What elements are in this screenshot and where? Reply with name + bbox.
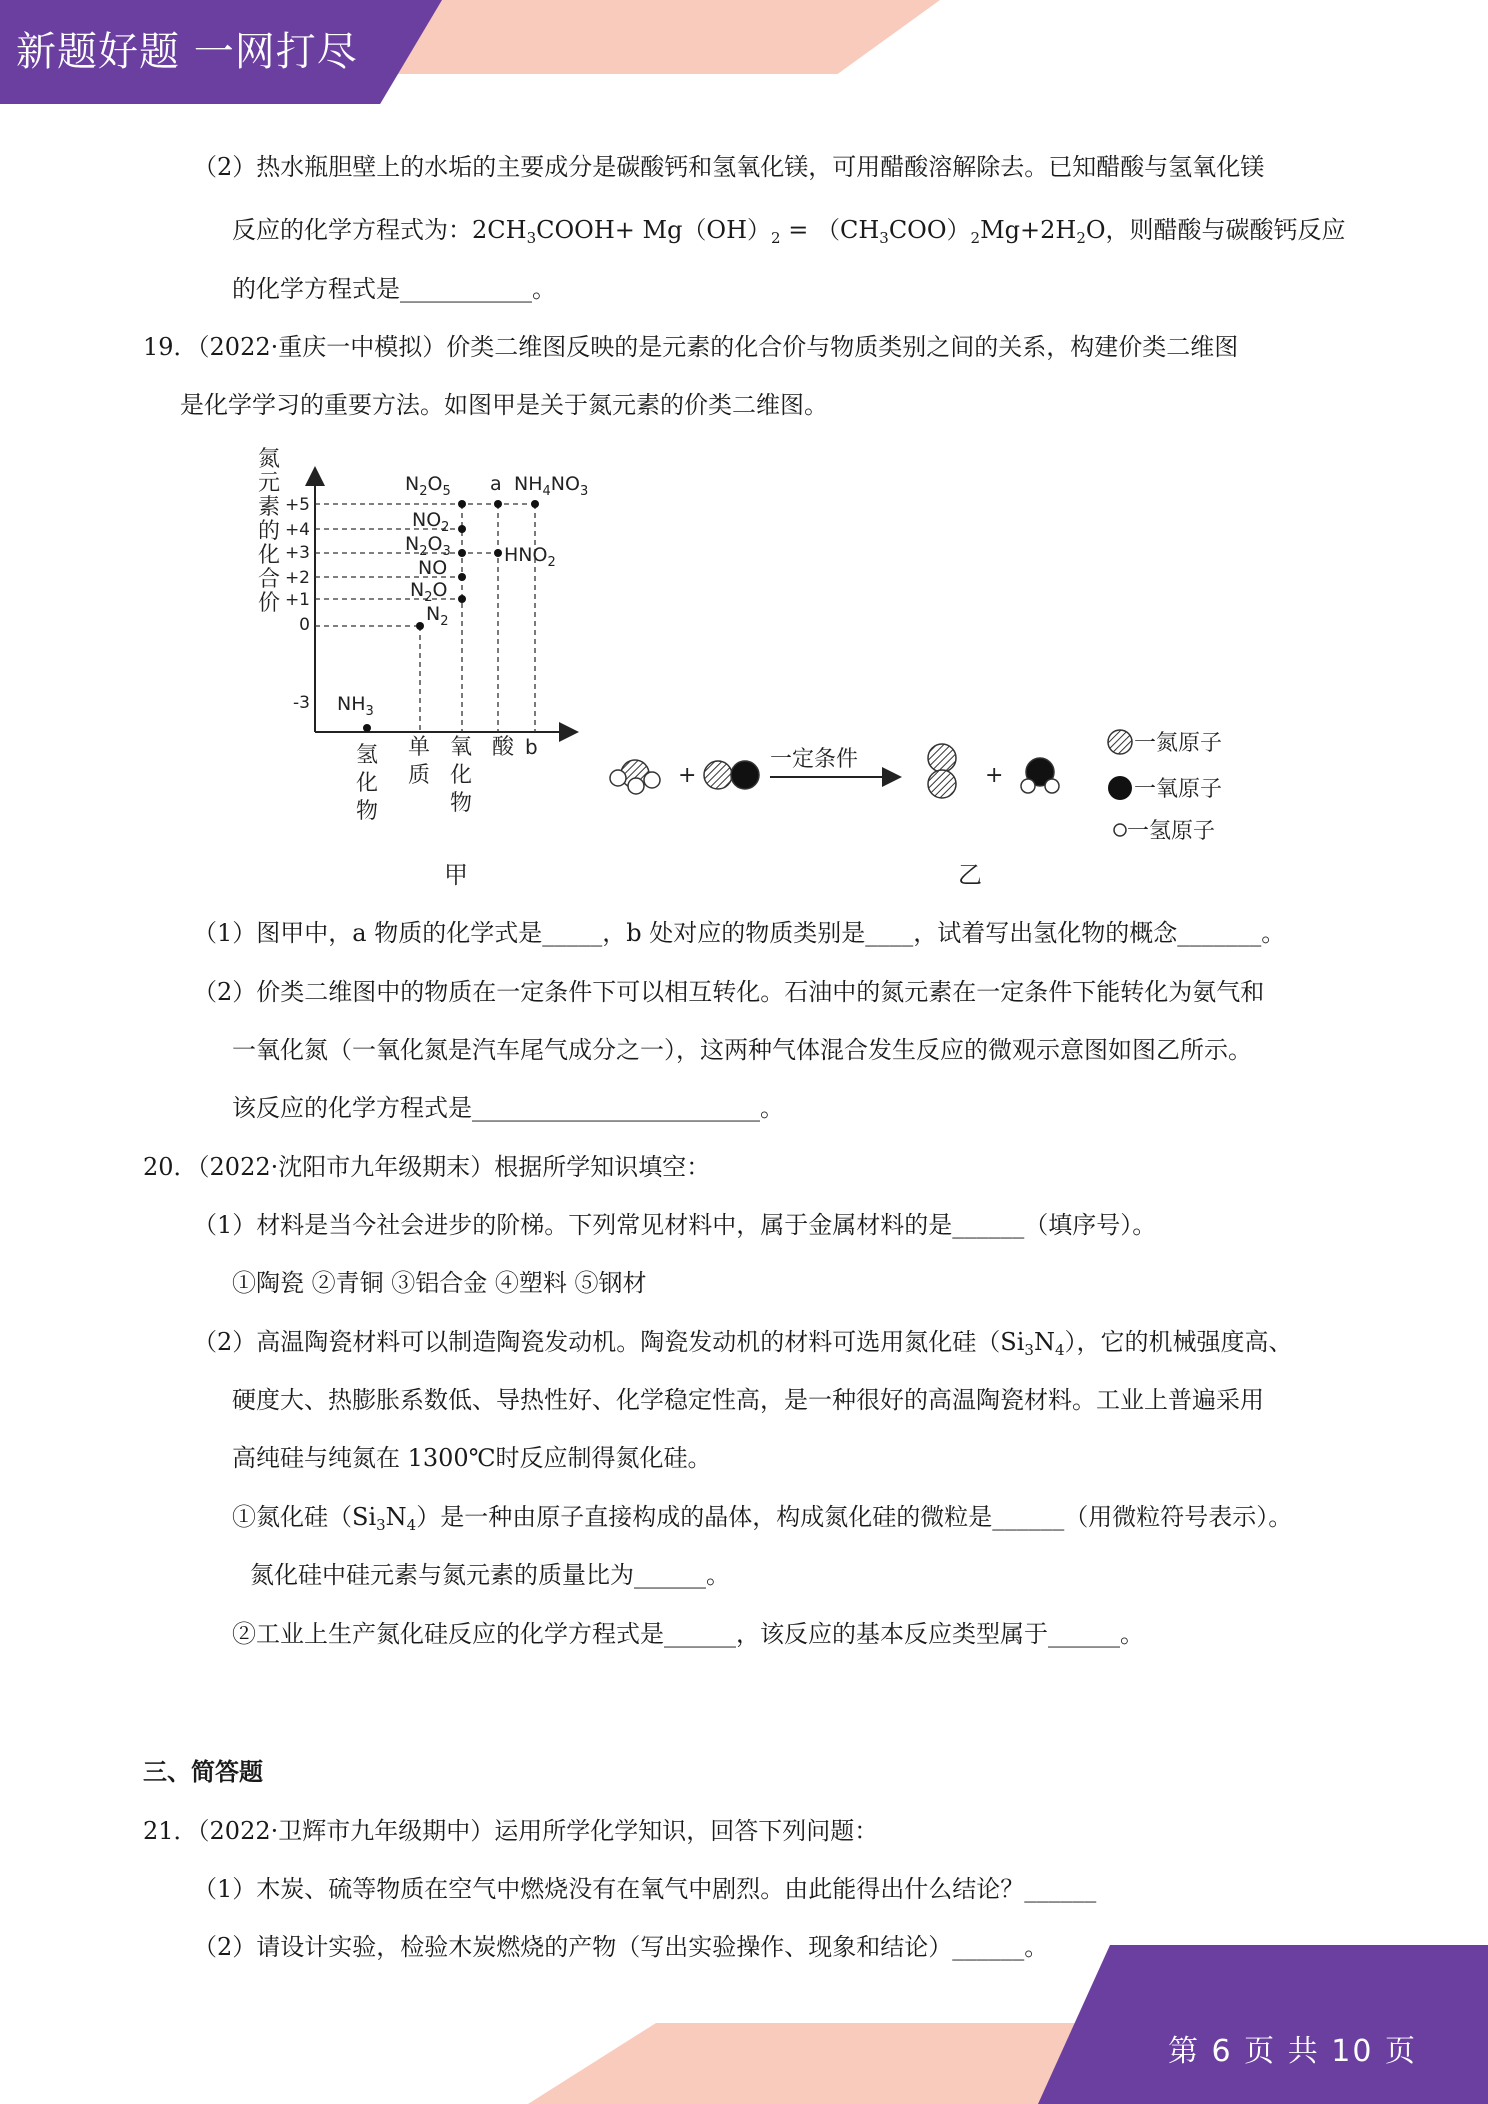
q20-sub1-line1: ①氮化硅$(Si_3N_4)$是一种由原子直接构成的晶体，构成氮化硅的微粒是______（用微粒符号表示）。 — [232, 1503, 1293, 1534]
x-cat-char: 质 — [408, 763, 431, 788]
label-a: a — [490, 473, 502, 495]
nitrogen-molecule — [928, 744, 956, 798]
point-no — [458, 573, 466, 581]
nitric-oxide-molecule — [704, 761, 759, 789]
q20-part1: （1）材料是当今社会进步的阶梯。下列常见材料中，属于金属材料的是______（填序号）。 — [193, 1211, 1157, 1239]
q19-part2-line3: 该反应的化学方程式是________________________。 — [232, 1094, 784, 1122]
legend-item: 一氢原子 — [1127, 819, 1216, 844]
y-axis-title-char: 氮 — [258, 447, 281, 472]
x-cat-char: 酸 — [492, 735, 515, 760]
label-n2o5: $N_2O_5$ — [405, 473, 451, 499]
x-cat-char: b — [525, 735, 538, 759]
water-molecule — [1021, 758, 1059, 793]
q19-part1: （1）图甲中，a 物质的化学式是_____，b 处对应的物质类别是____，试着写出氢化物的概念_______。 — [193, 919, 1286, 947]
q20-part1-options: ①陶瓷 ②青铜 ③铝合金 ④塑料 ⑤钢材 — [232, 1269, 647, 1297]
q20-sub1-line2: 氮化硅中硅元素与氮元素的质量比为______。 — [250, 1561, 730, 1589]
y-axis-title-char: 元 — [258, 471, 281, 496]
q19-stem-line1: 19．（2022·重庆一中模拟）价类二维图反映的是元素的化合价与物质类别之间的关系，构建价类二维图 — [143, 333, 1239, 361]
nitrogen-atom-swatch — [1108, 730, 1132, 754]
plus-sign: + — [985, 763, 1004, 788]
ammonia-molecule — [610, 760, 660, 794]
point-n2o3 — [458, 549, 466, 557]
plus-sign: + — [678, 763, 697, 788]
q19-part2-line2: 一氧化氮（一氧化氮是汽车尾气成分之一），这两种气体混合发生反应的微观示意图如图乙所示。 — [232, 1036, 1252, 1064]
q20-part2-line1: （2）高温陶瓷材料可以制造陶瓷发动机。陶瓷发动机的材料可选用氮化硅$(Si_3N_4)$，它的机械强度高、 — [193, 1328, 1293, 1359]
figure-yi-reaction-diagram — [600, 720, 1260, 900]
point-n2 — [416, 622, 424, 630]
point-n2o — [458, 595, 466, 603]
q21-part2: （2）请设计实验，检验木炭燃烧的产物（写出实验操作、现象和结论）______。 — [193, 1933, 1049, 1961]
legend-item: 一氧原子 — [1134, 777, 1223, 802]
x-cat-char: 物 — [450, 791, 473, 816]
q18-part2-line1: （2）热水瓶胆壁上的水垢的主要成分是碳酸钙和氢氧化镁，可用醋酸溶解除去。已知醋酸与氢氧化镁 — [193, 153, 1265, 181]
y-axis-title-char: 化 — [258, 543, 281, 568]
y-axis-title-char: 合 — [258, 567, 281, 592]
y-axis-title-char: 的 — [258, 519, 281, 544]
q19-stem-line2: 是化学学习的重要方法。如图甲是关于氮元素的价类二维图。 — [180, 391, 828, 419]
q20-part2-line3: 高纯硅与纯氮在 1300℃时反应制得氮化硅。 — [232, 1444, 712, 1472]
label-hno2: $HNO_2$ — [504, 544, 556, 570]
figure-jia-valence-diagram — [240, 440, 600, 900]
q20-sub2: ②工业上生产氮化硅反应的化学方程式是______，该反应的基本反应类型属于______。 — [232, 1620, 1144, 1648]
figure-jia-caption: 甲 — [444, 861, 468, 889]
label-nh3: $NH_3$ — [337, 693, 374, 719]
q18-part2-line3: 的化学方程式是___________。 — [232, 275, 556, 303]
x-cat-char: 氧 — [450, 735, 473, 760]
figure-yi-caption: 乙 — [958, 861, 982, 889]
label-n2o3: $N_2O_3$ — [405, 533, 451, 559]
label-no: NO — [418, 557, 448, 579]
point-nh4no3 — [531, 500, 539, 508]
q20-part2-line2: 硬度大、热膨胀系数低、导热性好、化学稳定性高，是一种很好的高温陶瓷材料。工业上普遍采用 — [232, 1386, 1264, 1414]
y-tick: 0 — [299, 615, 310, 635]
x-cat-char: 物 — [356, 799, 379, 824]
legend — [1108, 730, 1222, 844]
x-cat-char: 化 — [450, 763, 473, 788]
y-tick: +3 — [284, 543, 310, 563]
header-title: 新题好题 一网打尽 — [16, 29, 358, 75]
q19-part2-line1: （2）价类二维图中的物质在一定条件下可以相互转化。石油中的氮元素在一定条件下能转化为氨气和 — [193, 978, 1265, 1006]
label-nh4no3: $NH_4NO_3$ — [514, 473, 589, 499]
label-no2: $NO_2$ — [412, 509, 450, 535]
section3-title: 三、简答题 — [143, 1758, 263, 1786]
point-hno2 — [494, 549, 502, 557]
point-no2 — [458, 525, 466, 533]
y-tick: +4 — [284, 520, 310, 540]
q21-part1: （1）木炭、硫等物质在空气中燃烧没有在氧气中剧烈。由此能得出什么结论？______ — [193, 1875, 1097, 1903]
x-cat-char: 氢 — [356, 743, 379, 768]
label-n2o: $N_2O$ — [410, 579, 448, 605]
x-cat-char: 单 — [408, 735, 431, 760]
y-axis-title-char: 素 — [258, 495, 281, 520]
q18-part2-line2: 反应的化学方程式为：$2CH_3COOH+ Mg(OH)_2 = (CH_3COO)_2Mg+2H_2O$，则醋酸与碳酸钙反应 — [232, 216, 1346, 247]
q20-stem: 20．（2022·沈阳市九年级期末）根据所学知识填空： — [143, 1153, 711, 1181]
y-tick: -3 — [293, 693, 310, 713]
x-cat-char: 化 — [356, 771, 379, 796]
page-number: 第 6 页 共 10 页 — [1168, 2034, 1417, 2069]
point-n2o5 — [458, 500, 466, 508]
footer-banner — [1038, 1945, 1488, 2104]
point-nh3 — [363, 724, 371, 732]
point-a — [494, 500, 502, 508]
legend-item: 一氮原子 — [1134, 731, 1223, 756]
y-axis-title — [258, 447, 280, 616]
y-tick: +2 — [284, 568, 310, 588]
label-n2: $N_2$ — [426, 603, 449, 629]
y-tick: +5 — [284, 495, 310, 515]
y-axis-title-char: 价 — [258, 591, 281, 616]
hydrogen-atom-swatch — [1114, 824, 1126, 836]
y-tick: +1 — [284, 590, 310, 610]
oxygen-atom-swatch — [1108, 776, 1132, 800]
arrow-label: 一定条件 — [770, 747, 859, 772]
q21-stem: 21．（2022·卫辉市九年级期中）运用所学化学知识，回答下列问题： — [143, 1817, 879, 1845]
